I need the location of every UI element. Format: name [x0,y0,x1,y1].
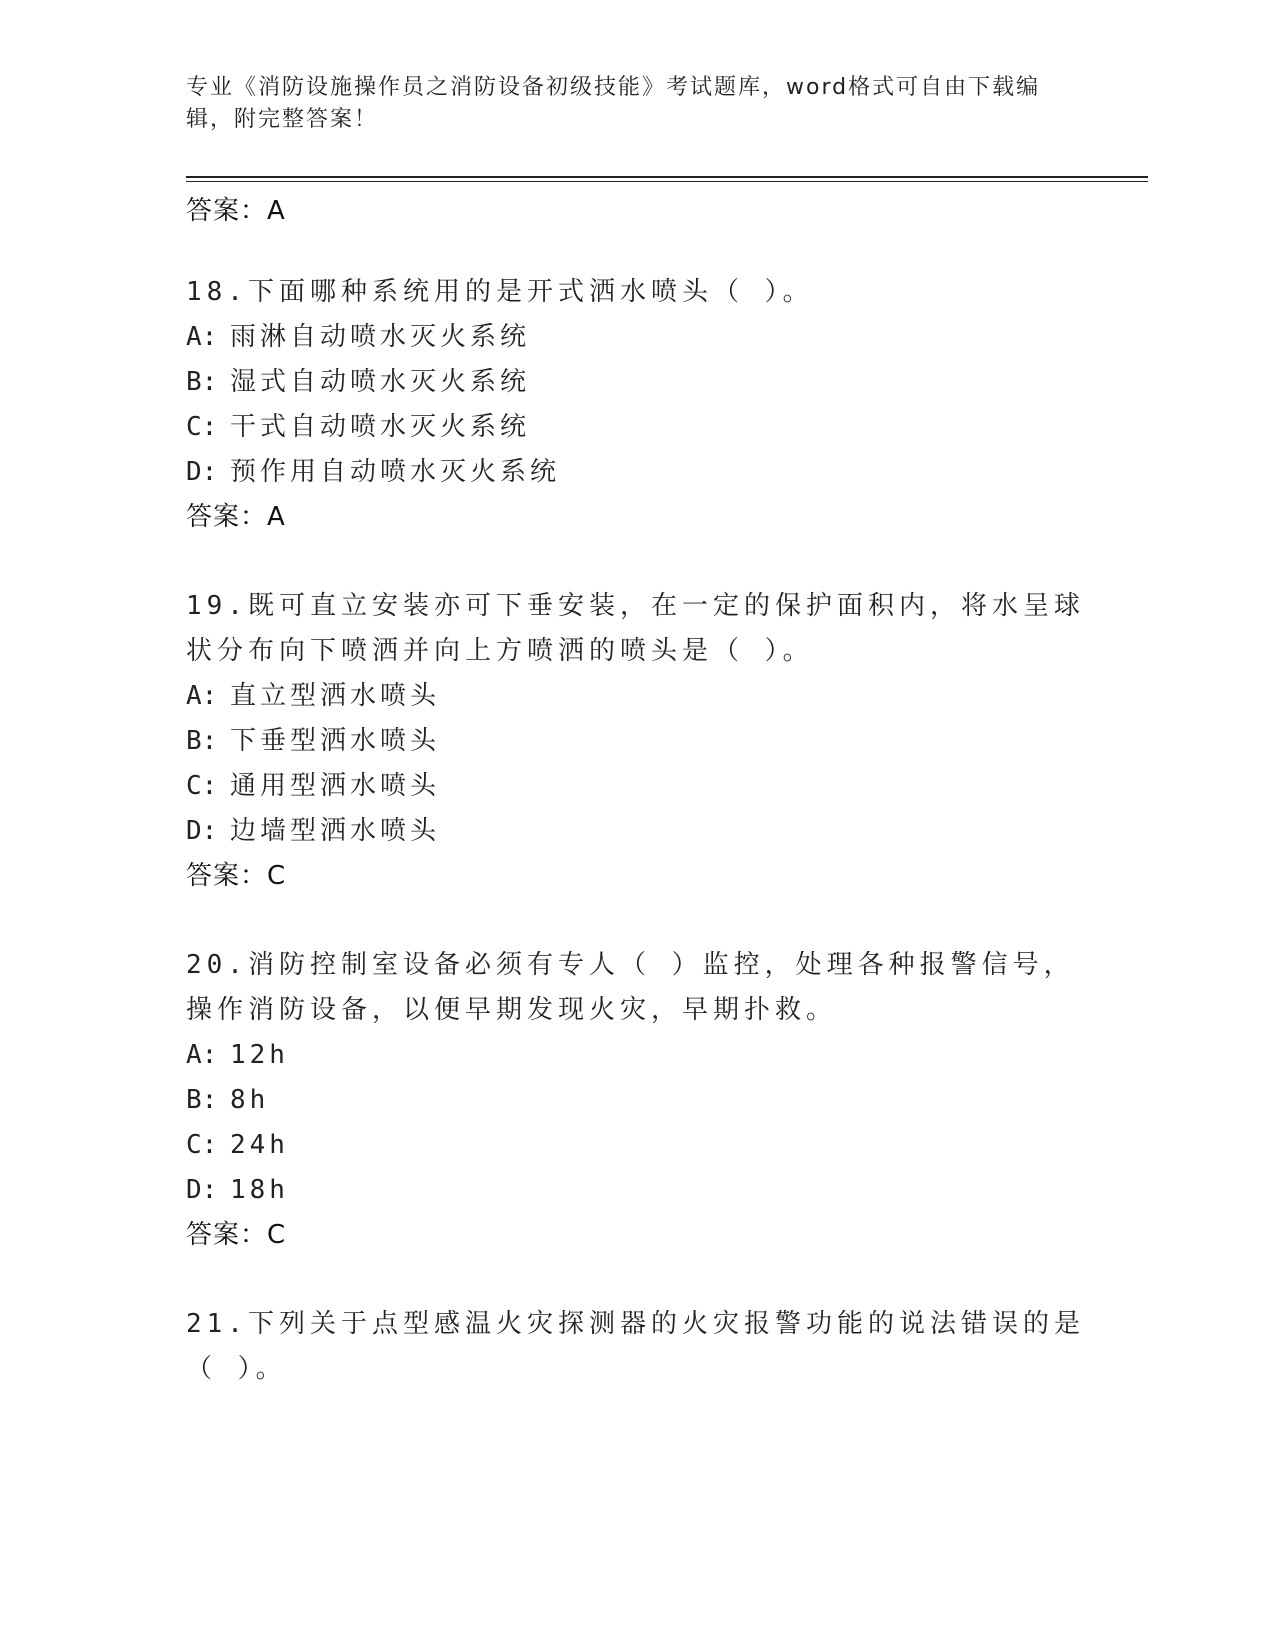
option-key: A: [186,322,218,352]
option-text: 通用型洒水喷头 [230,771,441,801]
option-text: 预作用自动喷水灭火系统 [230,457,561,487]
option-key: D: [186,457,218,487]
header-rule-thick [186,176,1148,178]
question-20 [186,943,1086,1258]
option-b [186,1078,1086,1123]
question-stem: 18.下面哪种系统用的是开式洒水喷头（ ）。 [186,277,814,307]
option-a [186,315,1086,360]
option-b [186,360,1086,405]
question-list [186,188,1086,1392]
option-key: C: [186,1130,218,1160]
previous-answer: 答案：A [186,196,286,226]
option-key: C: [186,412,218,442]
option-b [186,719,1086,764]
question-stem: 20.消防控制室设备必须有专人（ ）监控，处理各种报警信号，操作消防设备，以便早期发现火灾，早期扑救。 [186,950,1075,1025]
option-text: 8h [230,1085,270,1115]
document-header: 专业《消防设施操作员之消防设备初级技能》考试题库，word格式可自由下载编辑，附完整答案！ [186,75,1041,132]
option-d [186,809,1086,854]
option-text: 边墙型洒水喷头 [230,816,441,846]
option-c [186,1123,1086,1168]
option-key: C: [186,771,218,801]
option-text: 24h [230,1130,289,1160]
option-d [186,450,1086,495]
option-text: 下垂型洒水喷头 [230,726,441,756]
option-key: D: [186,816,218,846]
option-text: 雨淋自动喷水灭火系统 [230,322,531,352]
answer-label: 答案：C [186,861,287,891]
answer-label: 答案：C [186,1220,287,1250]
option-a [186,674,1086,719]
option-key: A: [186,681,218,711]
question-19 [186,584,1086,899]
option-a [186,1033,1086,1078]
option-c [186,405,1086,450]
option-key: B: [186,726,218,756]
option-d [186,1168,1086,1213]
question-18 [186,270,1086,540]
question-stem: 21.下列关于点型感温火灾探测器的火灾报警功能的说法错误的是（ ）。 [186,1309,1085,1384]
option-key: D: [186,1175,218,1205]
option-text: 湿式自动喷水灭火系统 [230,367,531,397]
option-c [186,764,1086,809]
answer-label: 答案：A [186,502,286,532]
header-rule-thin [186,181,1148,182]
option-key: B: [186,1085,218,1115]
option-text: 18h [230,1175,289,1205]
option-key: B: [186,367,218,397]
option-key: A: [186,1040,218,1070]
option-text: 干式自动喷水灭火系统 [230,412,531,442]
question-stem: 19.既可直立安装亦可下垂安装，在一定的保护面积内，将水呈球状分布向下喷洒并向上方喷洒的喷头是（ ）。 [186,591,1085,666]
option-text: 直立型洒水喷头 [230,681,441,711]
option-text: 12h [230,1040,289,1070]
question-21 [186,1302,1086,1392]
